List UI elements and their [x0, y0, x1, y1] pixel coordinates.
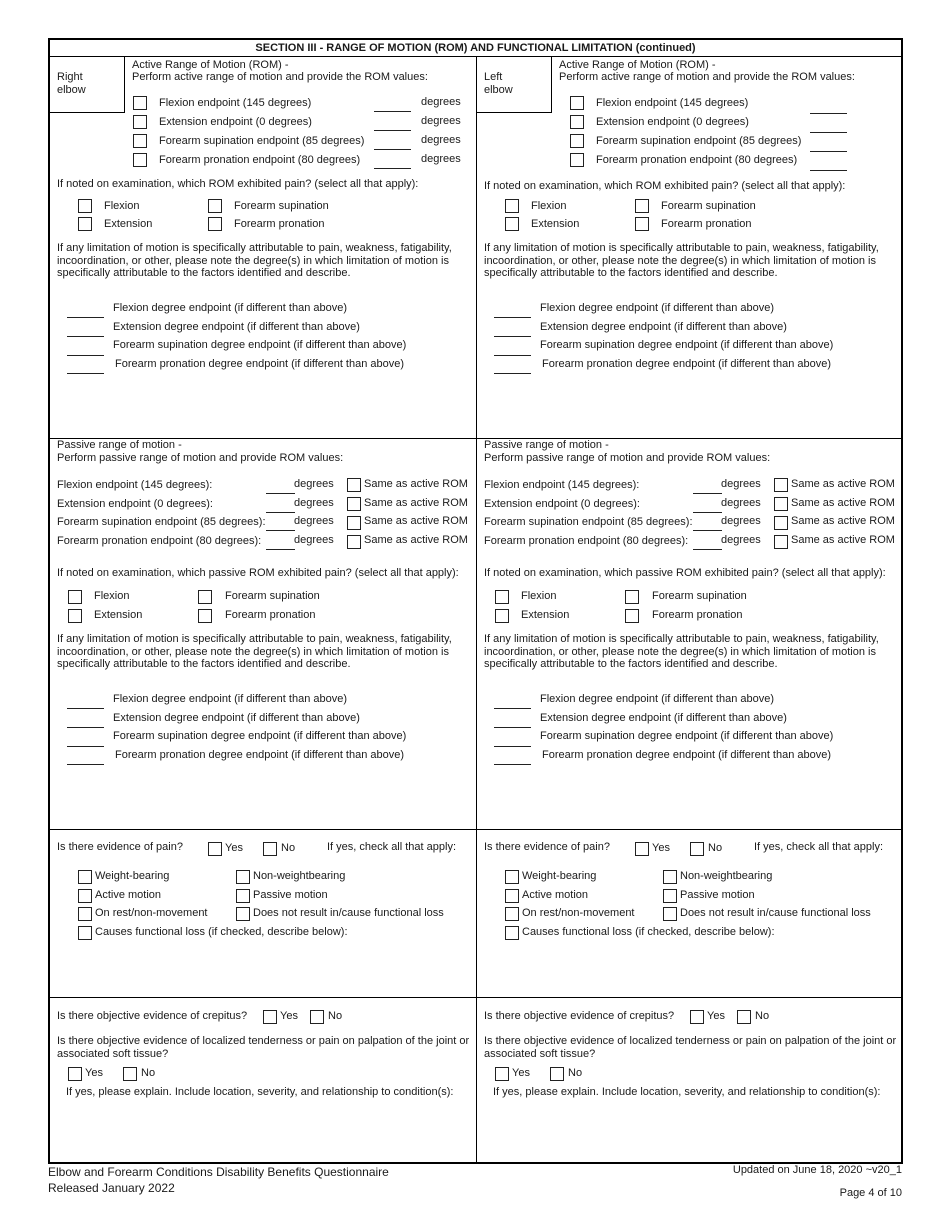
pain-non-weightbearing-label: Non-weightbearing	[253, 870, 346, 882]
active-supination-checkbox[interactable]	[133, 134, 147, 148]
passive-pain-pronation-checkbox[interactable]	[625, 609, 639, 623]
active-supination-endpoint-line[interactable]	[67, 355, 104, 356]
passive-rom-instruction: Perform passive range of motion and provide ROM values:	[484, 452, 771, 464]
active-extension-checkbox[interactable]	[570, 115, 584, 129]
pain-yes-label: Yes	[652, 842, 670, 854]
passive-rom-heading: Passive range of motion -	[484, 439, 609, 451]
pain-no-checkbox[interactable]	[263, 842, 277, 856]
passive-extension-same-label: Same as active ROM	[791, 497, 895, 509]
pain-no-functional-loss-label: Does not result in/cause functional loss	[680, 907, 871, 919]
passive-extension-endpoint-label: Extension degree endpoint (if different than above)	[540, 712, 787, 724]
active-limitation-text: If any limitation of motion is specifically attributable to pain, weakness, fatigability, incoordination, or other, please note the degree(s) in which limitation of motion is specifically attributable to the factors identified and describe.	[57, 242, 452, 280]
passive-flexion-endpoint-label: Flexion degree endpoint (if different than above)	[113, 693, 348, 705]
pain-no-functional-loss-checkbox[interactable]	[663, 907, 677, 921]
active-pain-supination-checkbox[interactable]	[635, 199, 649, 213]
passive-pain-question: If noted on examination, which passive ROM exhibited pain? (select all that apply):	[484, 567, 886, 579]
passive-pronation-same-checkbox[interactable]	[774, 535, 788, 549]
pain-active-motion-label: Active motion	[522, 889, 589, 901]
passive-pain-supination-checkbox[interactable]	[625, 590, 639, 604]
passive-flexion-unit: degrees	[721, 478, 761, 490]
passive-pain-extension-label: Extension	[94, 609, 143, 621]
active-pain-pronation-checkbox[interactable]	[208, 217, 222, 231]
pain-no-label: No	[281, 842, 296, 854]
pain-no-functional-loss-label: Does not result in/cause functional loss	[253, 907, 444, 919]
tenderness-explain: If yes, please explain. Include location, severity, and relationship to condition(s):	[493, 1086, 881, 1098]
passive-pain-flexion-checkbox[interactable]	[68, 590, 82, 604]
passive-pronation-unit: degrees	[294, 534, 334, 546]
active-rom-instruction: Perform active range of motion and provide the ROM values:	[132, 71, 428, 83]
active-pain-pronation-label: Forearm pronation	[234, 218, 325, 230]
active-extension-endpoint-label: Extension degree endpoint (if different than above)	[540, 321, 787, 333]
active-flexion-label: Flexion endpoint (145 degrees)	[159, 97, 312, 109]
side-label-line-1: Left	[484, 71, 503, 83]
passive-flexion-same-label: Same as active ROM	[791, 478, 895, 490]
passive-pain-pronation-checkbox[interactable]	[198, 609, 212, 623]
pain-passive-motion-label: Passive motion	[680, 889, 755, 901]
passive-supination-value-line[interactable]	[693, 530, 722, 531]
active-pronation-endpoint-label: Forearm pronation degree endpoint (if different than above)	[115, 358, 405, 370]
active-pronation-endpoint-line[interactable]	[67, 373, 104, 374]
pain-non-weightbearing-checkbox[interactable]	[236, 870, 250, 884]
pain-passive-motion-checkbox[interactable]	[236, 889, 250, 903]
passive-supination-same-label: Same as active ROM	[364, 515, 468, 527]
passive-supination-endpoint-line[interactable]	[67, 746, 104, 747]
active-pain-flexion-label: Flexion	[104, 200, 140, 212]
active-pain-extension-label: Extension	[104, 218, 153, 230]
pain-yes-label: Yes	[225, 842, 243, 854]
pain-yes-checkbox[interactable]	[635, 842, 649, 856]
passive-flexion-same-label: Same as active ROM	[364, 478, 468, 490]
passive-supination-endpoint-line[interactable]	[494, 746, 531, 747]
section-title: SECTION III - RANGE OF MOTION (ROM) AND FUNCTIONAL LIMITATION (continued)	[50, 40, 901, 57]
passive-flexion-endpoint-label: Flexion degree endpoint (if different than above)	[540, 693, 775, 705]
active-pronation-label: Forearm pronation endpoint (80 degrees)	[159, 154, 361, 166]
passive-extension-endpoint-line[interactable]	[494, 727, 531, 728]
active-flexion-label: Flexion endpoint (145 degrees)	[596, 97, 749, 109]
tenderness-no-label: No	[568, 1067, 583, 1079]
active-pain-question: If noted on examination, which ROM exhibited pain? (select all that apply):	[57, 178, 419, 190]
crepitus-no-label: No	[755, 1010, 770, 1022]
active-pain-extension-label: Extension	[531, 218, 580, 230]
pain-passive-motion-label: Passive motion	[253, 889, 328, 901]
passive-pain-flexion-label: Flexion	[521, 590, 557, 602]
passive-pain-extension-label: Extension	[521, 609, 570, 621]
active-pain-flexion-label: Flexion	[531, 200, 567, 212]
active-flexion-endpoint-label: Flexion degree endpoint (if different than above)	[113, 302, 348, 314]
pain-functional-loss-label: Causes functional loss (if checked, describe below):	[95, 926, 348, 938]
pain-functional-loss-label: Causes functional loss (if checked, describe below):	[522, 926, 775, 938]
passive-pronation-endpoint-label: Forearm pronation degree endpoint (if different than above)	[115, 749, 405, 761]
footer-page-number: Page 4 of 10	[839, 1187, 902, 1199]
passive-flexion-value-line[interactable]	[266, 493, 295, 494]
passive-supination-endpoint-label: Forearm supination degree endpoint (if different than above)	[540, 730, 834, 742]
right-elbow-column	[50, 40, 476, 1164]
active-pronation-checkbox[interactable]	[570, 153, 584, 167]
active-flexion-unit: degrees	[421, 96, 461, 108]
active-pain-supination-label: Forearm supination	[661, 200, 756, 212]
passive-pain-supination-label: Forearm supination	[652, 590, 747, 602]
passive-extension-same-label: Same as active ROM	[364, 497, 468, 509]
pain-yes-checkbox[interactable]	[208, 842, 222, 856]
passive-pronation-value-line[interactable]	[266, 549, 295, 550]
passive-extension-same-checkbox[interactable]	[347, 497, 361, 511]
passive-pain-extension-checkbox[interactable]	[68, 609, 82, 623]
passive-flexion-value-line[interactable]	[693, 493, 722, 494]
active-pain-supination-checkbox[interactable]	[208, 199, 222, 213]
passive-pronation-label: Forearm pronation endpoint (80 degrees):	[57, 535, 262, 547]
passive-pronation-same-label: Same as active ROM	[791, 534, 895, 546]
side-label-line-2: elbow	[484, 84, 513, 96]
side-label-box	[477, 57, 552, 113]
crepitus-question: Is there objective evidence of crepitus?	[57, 1010, 248, 1022]
tenderness-question: Is there objective evidence of localized tenderness or pain on palpation of the joint or associated soft tissue?	[57, 1035, 470, 1060]
crepitus-no-label: No	[328, 1010, 343, 1022]
active-pronation-value-line[interactable]	[374, 168, 411, 169]
passive-pronation-endpoint-line[interactable]	[494, 764, 531, 765]
active-rom-heading: Active Range of Motion (ROM) -	[132, 59, 289, 71]
tenderness-yes-label: Yes	[85, 1067, 103, 1079]
tenderness-no-checkbox[interactable]	[550, 1067, 564, 1081]
active-pain-flexion-checkbox[interactable]	[78, 199, 92, 213]
crepitus-no-checkbox[interactable]	[310, 1010, 324, 1024]
active-pain-extension-checkbox[interactable]	[78, 217, 92, 231]
active-flexion-value-line[interactable]	[374, 111, 411, 112]
pain-if-yes: If yes, check all that apply:	[327, 841, 457, 853]
active-pronation-value-line[interactable]	[810, 170, 847, 171]
tenderness-question: Is there objective evidence of localized tenderness or pain on palpation of the joint or associated soft tissue?	[484, 1035, 897, 1060]
active-supination-checkbox[interactable]	[570, 134, 584, 148]
passive-extension-unit: degrees	[294, 497, 334, 509]
passive-pronation-same-checkbox[interactable]	[347, 535, 361, 549]
active-supination-label: Forearm supination endpoint (85 degrees)	[159, 135, 365, 147]
active-extension-label: Extension endpoint (0 degrees)	[596, 116, 749, 128]
pain-question: Is there evidence of pain?	[57, 841, 183, 853]
active-supination-label: Forearm supination endpoint (85 degrees)	[596, 135, 802, 147]
passive-flexion-endpoint-line[interactable]	[67, 708, 104, 709]
passive-extension-value-line[interactable]	[266, 512, 295, 513]
active-flexion-endpoint-label: Flexion degree endpoint (if different than above)	[540, 302, 775, 314]
active-extension-label: Extension endpoint (0 degrees)	[159, 116, 312, 128]
passive-rom-instruction: Perform passive range of motion and provide ROM values:	[57, 452, 344, 464]
active-pronation-label: Forearm pronation endpoint (80 degrees)	[596, 154, 798, 166]
crepitus-yes-label: Yes	[707, 1010, 725, 1022]
passive-pronation-label: Forearm pronation endpoint (80 degrees):	[484, 535, 689, 547]
passive-supination-same-label: Same as active ROM	[791, 515, 895, 527]
active-pain-extension-checkbox[interactable]	[505, 217, 519, 231]
crepitus-question: Is there objective evidence of crepitus?	[484, 1010, 675, 1022]
side-label-line-1: Right	[57, 71, 83, 83]
pain-question: Is there evidence of pain?	[484, 841, 610, 853]
active-pain-pronation-label: Forearm pronation	[661, 218, 752, 230]
active-pain-question: If noted on examination, which ROM exhibited pain? (select all that apply):	[484, 180, 846, 192]
active-pain-pronation-checkbox[interactable]	[635, 217, 649, 231]
active-pronation-unit: degrees	[421, 153, 461, 165]
crepitus-yes-checkbox[interactable]	[690, 1010, 704, 1024]
pain-weight-bearing-label: Weight-bearing	[522, 870, 597, 882]
pain-on-rest-label: On rest/non-movement	[95, 907, 208, 919]
tenderness-no-checkbox[interactable]	[123, 1067, 137, 1081]
active-supination-value-line[interactable]	[374, 149, 411, 150]
passive-pain-pronation-label: Forearm pronation	[652, 609, 743, 621]
passive-extension-endpoint-line[interactable]	[67, 727, 104, 728]
passive-supination-same-checkbox[interactable]	[774, 516, 788, 530]
passive-pain-extension-checkbox[interactable]	[495, 609, 509, 623]
passive-pain-supination-checkbox[interactable]	[198, 590, 212, 604]
footer-updated: Updated on June 18, 2020 ~v20_1	[732, 1164, 902, 1176]
side-label-box	[50, 57, 125, 113]
passive-pronation-endpoint-label: Forearm pronation degree endpoint (if different than above)	[542, 749, 832, 761]
active-extension-endpoint-line[interactable]	[67, 336, 104, 337]
form-page	[48, 38, 903, 1164]
pain-weight-bearing-checkbox[interactable]	[505, 870, 519, 884]
passive-supination-value-line[interactable]	[266, 530, 295, 531]
passive-supination-label: Forearm supination endpoint (85 degrees):	[57, 516, 266, 528]
pain-functional-loss-checkbox[interactable]	[78, 926, 92, 940]
pain-no-functional-loss-checkbox[interactable]	[236, 907, 250, 921]
pain-on-rest-checkbox[interactable]	[78, 907, 92, 921]
pain-on-rest-label: On rest/non-movement	[522, 907, 635, 919]
active-extension-endpoint-label: Extension degree endpoint (if different than above)	[113, 321, 360, 333]
active-flexion-endpoint-line[interactable]	[494, 317, 531, 318]
pain-on-rest-checkbox[interactable]	[505, 907, 519, 921]
pain-functional-loss-checkbox[interactable]	[505, 926, 519, 940]
passive-pronation-same-label: Same as active ROM	[364, 534, 468, 546]
pain-active-motion-checkbox[interactable]	[78, 889, 92, 903]
active-supination-unit: degrees	[421, 134, 461, 146]
passive-pronation-endpoint-line[interactable]	[67, 764, 104, 765]
pain-active-motion-checkbox[interactable]	[505, 889, 519, 903]
pain-non-weightbearing-label: Non-weightbearing	[680, 870, 773, 882]
passive-supination-label: Forearm supination endpoint (85 degrees):	[484, 516, 693, 528]
pain-active-motion-label: Active motion	[95, 889, 162, 901]
side-label-line-2: elbow	[57, 84, 86, 96]
active-flexion-endpoint-line[interactable]	[67, 317, 104, 318]
passive-supination-unit: degrees	[721, 515, 761, 527]
passive-flexion-same-checkbox[interactable]	[774, 478, 788, 492]
pain-passive-motion-checkbox[interactable]	[663, 889, 677, 903]
active-extension-endpoint-line[interactable]	[494, 336, 531, 337]
passive-limitation-text: If any limitation of motion is specifically attributable to pain, weakness, fatigability, incoordination, or other, please note the degree(s) in which limitation of motion is specifically attributable to the factors identified and describe.	[57, 633, 452, 671]
tenderness-yes-checkbox[interactable]	[68, 1067, 82, 1081]
passive-extension-label: Extension endpoint (0 degrees):	[57, 498, 213, 510]
crepitus-yes-label: Yes	[280, 1010, 298, 1022]
footer-form-name: Elbow and Forearm Conditions Disability Benefits Questionnaire	[48, 1165, 389, 1179]
active-flexion-checkbox[interactable]	[570, 96, 584, 110]
pain-if-yes: If yes, check all that apply:	[754, 841, 884, 853]
passive-pronation-unit: degrees	[721, 534, 761, 546]
left-elbow-column	[477, 40, 903, 1164]
active-rom-heading: Active Range of Motion (ROM) -	[559, 59, 716, 71]
pain-no-label: No	[708, 842, 723, 854]
active-extension-checkbox[interactable]	[133, 115, 147, 129]
passive-pain-question: If noted on examination, which passive ROM exhibited pain? (select all that apply):	[57, 567, 459, 579]
active-supination-endpoint-label: Forearm supination degree endpoint (if different than above)	[113, 339, 407, 351]
active-pronation-endpoint-label: Forearm pronation degree endpoint (if different than above)	[542, 358, 832, 370]
pain-weight-bearing-checkbox[interactable]	[78, 870, 92, 884]
passive-pain-pronation-label: Forearm pronation	[225, 609, 316, 621]
active-extension-unit: degrees	[421, 115, 461, 127]
passive-extension-unit: degrees	[721, 497, 761, 509]
passive-extension-value-line[interactable]	[693, 512, 722, 513]
active-supination-endpoint-line[interactable]	[494, 355, 531, 356]
passive-flexion-label: Flexion endpoint (145 degrees):	[484, 479, 640, 491]
pain-non-weightbearing-checkbox[interactable]	[663, 870, 677, 884]
passive-rom-heading: Passive range of motion -	[57, 439, 182, 451]
active-pronation-endpoint-line[interactable]	[494, 373, 531, 374]
active-extension-value-line[interactable]	[810, 132, 847, 133]
active-extension-value-line[interactable]	[374, 130, 411, 131]
passive-extension-same-checkbox[interactable]	[774, 497, 788, 511]
active-supination-endpoint-label: Forearm supination degree endpoint (if different than above)	[540, 339, 834, 351]
active-limitation-text: If any limitation of motion is specifically attributable to pain, weakness, fatigability, incoordination, or other, please note the degree(s) in which limitation of motion is specifically attributable to the factors identified and describe.	[484, 242, 879, 280]
passive-pain-supination-label: Forearm supination	[225, 590, 320, 602]
pain-no-checkbox[interactable]	[690, 842, 704, 856]
passive-limitation-text: If any limitation of motion is specifically attributable to pain, weakness, fatigability, incoordination, or other, please note the degree(s) in which limitation of motion is specifically attributable to the factors identified and describe.	[484, 633, 879, 671]
pain-weight-bearing-label: Weight-bearing	[95, 870, 170, 882]
passive-flexion-endpoint-line[interactable]	[494, 708, 531, 709]
passive-pain-flexion-label: Flexion	[94, 590, 130, 602]
passive-flexion-same-checkbox[interactable]	[347, 478, 361, 492]
passive-flexion-unit: degrees	[294, 478, 334, 490]
passive-supination-unit: degrees	[294, 515, 334, 527]
active-pain-supination-label: Forearm supination	[234, 200, 329, 212]
passive-pain-flexion-checkbox[interactable]	[495, 590, 509, 604]
active-supination-value-line[interactable]	[810, 151, 847, 152]
active-flexion-checkbox[interactable]	[133, 96, 147, 110]
active-flexion-value-line[interactable]	[810, 113, 847, 114]
crepitus-yes-checkbox[interactable]	[263, 1010, 277, 1024]
tenderness-yes-checkbox[interactable]	[495, 1067, 509, 1081]
passive-pronation-value-line[interactable]	[693, 549, 722, 550]
passive-flexion-label: Flexion endpoint (145 degrees):	[57, 479, 213, 491]
tenderness-no-label: No	[141, 1067, 156, 1079]
footer-released: Released January 2022	[48, 1181, 175, 1195]
passive-extension-label: Extension endpoint (0 degrees):	[484, 498, 640, 510]
passive-supination-same-checkbox[interactable]	[347, 516, 361, 530]
tenderness-yes-label: Yes	[512, 1067, 530, 1079]
active-pronation-checkbox[interactable]	[133, 153, 147, 167]
active-rom-instruction: Perform active range of motion and provide the ROM values:	[559, 71, 855, 83]
crepitus-no-checkbox[interactable]	[737, 1010, 751, 1024]
active-pain-flexion-checkbox[interactable]	[505, 199, 519, 213]
passive-supination-endpoint-label: Forearm supination degree endpoint (if different than above)	[113, 730, 407, 742]
tenderness-explain: If yes, please explain. Include location, severity, and relationship to condition(s):	[66, 1086, 454, 1098]
passive-extension-endpoint-label: Extension degree endpoint (if different than above)	[113, 712, 360, 724]
